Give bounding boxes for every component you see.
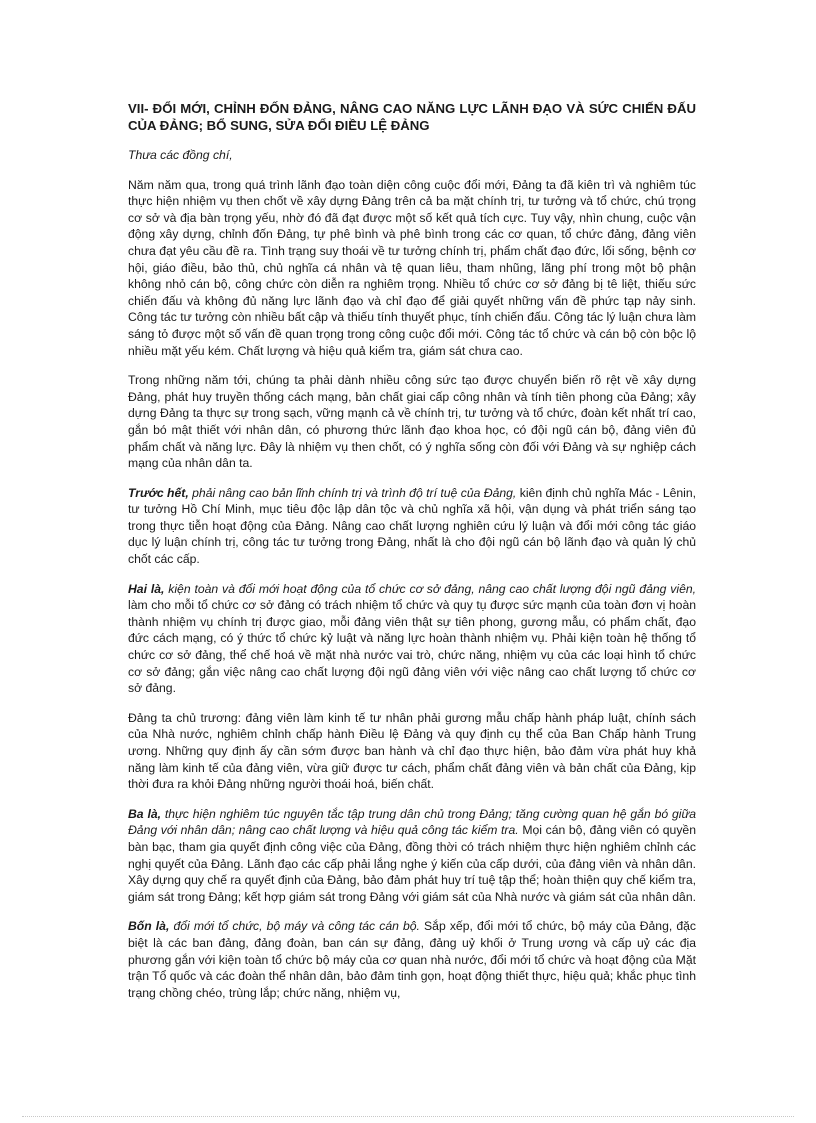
paragraph-review: Năm năm qua, trong quá trình lãnh đạo toàn diện công cuộc đổi mới, Đảng ta đã kiên trì và nghiêm túc thực hiện nhiệm vụ then chốt về xây dựng Đảng trên cả ba mặt chính trị, tư tưởng và tổ chức, chú trọng cơ sở và địa bàn trọng yếu, nhờ đó đã đạt được một số kết quả tích cực. Tuy vậy, nhìn chung, cuộc vận động xây dựng, chỉnh đốn Đảng, tự phê bình và phê bình trong các cơ quan, tổ chức đảng, đảng viên chưa đạt yêu cầu đề ra. Tình trạng suy thoái về tư tưởng chính trị, phẩm chất đạo đức, lối sống, bệnh cơ hội, giáo điều, bảo thủ, chủ nghĩa cá nhân và tệ quan liêu, tham nhũng, lãng phí trong một bộ phận không nhỏ cán bộ, công chức còn diễn ra nghiêm trọng. Nhiều tổ chức cơ sở đảng bị tê liệt, thiếu sức chiến đấu và không đủ năng lực lãnh đạo và chỉ đạo để giải quyết những vấn đề phức tạp nảy sinh. Công tác tư tưởng còn nhiều bất cập và thiếu tính thuyết phục, tính chiến đấu. Công tác lý luận chưa làm sáng tỏ được một số vấn đề quan trọng trong công cuộc đổi mới. Công tác tổ chức và cán bộ còn bộc lộ nhiều mặt yếu kém. Chất lượng và hiệu quả kiểm tra, giám sát chưa cao. [128,177,696,358]
body-second: làm cho mỗi tổ chức cơ sở đảng có trách nhiệm tổ chức và quy tụ được sức mạnh của toàn đơn vị hoàn thành nhiệm vụ chính trị được giao, mỗi đảng viên thật sự tiên phong, gương mẫu, có phẩm chất, đạo đức cách mạng, có ý thức tổ chức kỷ luật và năng lực hoàn thành nhiệm vụ. Phải kiện toàn hệ thống tổ chức cơ sở đảng, thể chế hoá về mặt nhà nước vai trò, chức năng, nhiệm vụ của các loại hình tổ chức cơ sở đảng; gắn việc nâng cao chất lượng đội ngũ đảng viên với việc nâng cao chất lượng tổ chức cơ sở đảng. [128,598,696,696]
paragraph-second [128,581,696,697]
lead-first: Trước hết, [128,485,189,500]
body-fourth: Sắp xếp, đổi mới tổ chức, bộ máy của Đảng, đặc biệt là các ban đảng, đảng đoàn, ban cán sự đảng, đảng uỷ khối ở Trung ương và cấp uỷ các địa phương gắn với kiện toàn tổ chức bộ máy của cơ quan nhà nước, đổi mới tổ chức và hoạt động của Mặt trận Tổ quốc và các đoàn thể nhân dân, bảo đảm tinh gọn, hoạt động thiết thực, hiệu quả; khắc phục tình trạng chồng chéo, trùng lắp; chức năng, nhiệm vụ, [128,919,696,1000]
body-third: Mọi cán bộ, đảng viên có quyền bàn bạc, tham gia quyết định công việc của Đảng, đồng thời có trách nhiệm thực hiện nghiêm chỉnh các nghị quyết của Đảng. Lãnh đạo các cấp phải lắng nghe ý kiến của cấp dưới, của đảng viên và nhân dân. Xây dựng quy chế ra quyết định của Đảng, bảo đảm phát huy trí tuệ tập thể; hoàn thiện quy chế kiểm tra, giám sát trong Đảng; kết hợp giám sát trong Đảng với giám sát của Nhà nước và giám sát của nhân dân. [128,823,697,904]
paragraph-third [128,806,696,906]
lead-third: Ba là, [128,806,161,821]
emphasis-second: kiện toàn và đổi mới hoạt động của tổ chức cơ sở đảng, nâng cao chất lượng đội ngũ đảng viên, [168,581,697,596]
emphasis-fourth: đổi mới tổ chức, bộ máy và công tác cán bộ. [173,919,420,934]
paragraph-fourth [128,918,696,1001]
greeting: Thưa các đồng chí, [128,148,233,162]
lead-fourth: Bốn là, [128,919,170,934]
body-first: kiên định chủ nghĩa Mác - Lênin, tư tưởng Hồ Chí Minh, mục tiêu độc lập dân tộc và chủ nghĩa xã hội, vận dụng và phát triển sáng tạo trong thực tiễn hoạt động của Đảng. Nâng cao chất lượng nghiên cứu lý luận và đổi mới công tác giáo dục lý luận chính trị, công tác tư tưởng trong Đảng, nhất là cho đội ngũ cán bộ lãnh đạo và quản lý chủ chốt các cấp. [128,485,697,567]
page-bottom-divider [22,1116,794,1117]
section-heading: VII- ĐỔI MỚI, CHỈNH ĐỐN ĐẢNG, NÂNG CAO NĂNG LỰC LÃNH ĐẠO VÀ SỨC CHIẾN ĐẤU CỦA ĐẢNG; BỔ SUNG, SỬA ĐỔI ĐIỀU LỆ ĐẢNG [128,101,696,133]
emphasis-first: phải nâng cao bản lĩnh chính trị và trình độ trí tuệ của Đảng, [192,485,517,500]
document-page [128,100,696,1014]
emphasis-third: thực hiện nghiêm túc nguyên tắc tập trung dân chủ trong Đảng; tăng cường quan hệ gắn bó giữa Đảng với nhân dân; nâng cao chất lượng và hiệu quả công tác kiểm tra. [128,806,696,838]
paragraph-first [128,485,696,568]
paragraph-goals: Trong những năm tới, chúng ta phải dành nhiều công sức tạo được chuyển biến rõ rệt về xây dựng Đảng, phát huy truyền thống cách mạng, bản chất giai cấp công nhân và tính tiên phong của Đảng; xây dựng Đảng ta thực sự trong sạch, vững mạnh cả về chính trị, tư tưởng và tổ chức, đoàn kết nhất trí cao, gắn bó mật thiết với nhân dân, có phương thức lãnh đạo khoa học, có đội ngũ cán bộ, đảng viên đủ phẩm chất và năng lực. Đây là nhiệm vụ then chốt, có ý nghĩa sống còn đối với Đảng và sự nghiệp cách mạng của nhân dân ta. [128,373,696,471]
paragraph-private-economy: Đảng ta chủ trương: đảng viên làm kinh tế tư nhân phải gương mẫu chấp hành pháp luật, chính sách của Nhà nước, nghiêm chỉnh chấp hành Điều lệ Đảng và quy định cụ thể của Ban Chấp hành Trung ương. Những quy định ấy cần sớm được ban hành và chỉ đạo thực hiện, bảo đảm vừa phát huy khả năng làm kinh tế của đảng viên, vừa giữ được tư cách, phẩm chất đảng viên và bản chất của Đảng, kịp thời đưa ra khỏi Đảng những người thoái hoá, biến chất. [128,710,696,792]
lead-second: Hai là, [128,581,165,596]
